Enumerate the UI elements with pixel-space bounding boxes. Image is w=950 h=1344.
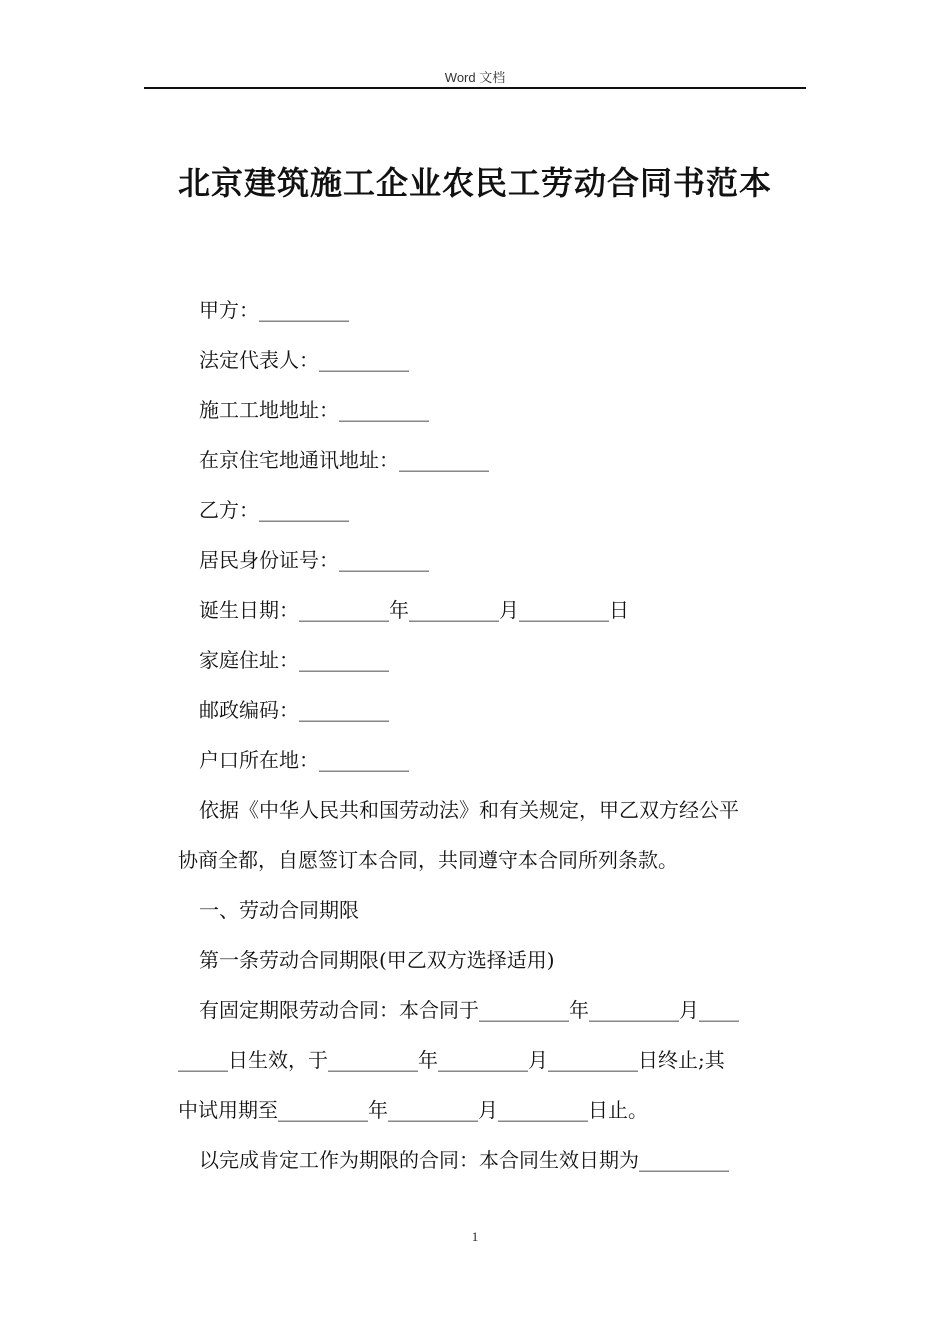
page-number: 1: [471, 1229, 479, 1244]
fixed-term-line-3: 中试用期至_________年_________月_________日止。: [178, 1098, 648, 1122]
postal-code-line: 邮政编码：_________: [199, 698, 389, 722]
id-number-line: 居民身份证号：_________: [199, 548, 429, 572]
page-header: Word 文档: [444, 70, 506, 85]
home-address-line: 家庭住址：_________: [199, 648, 389, 672]
section-heading: 一、劳动合同期限: [199, 898, 359, 922]
preamble-line-1: 依据《中华人民共和国劳动法》和有关规定，甲乙双方经公平: [199, 798, 739, 822]
birth-date-line: 诞生日期：_________年_________月_________日: [199, 598, 629, 622]
task-term-line: 以完成肯定工作为期限的合同：本合同生效日期为_________: [199, 1148, 729, 1172]
party-b-line: 乙方：_________: [199, 498, 349, 522]
fixed-term-line-2: _____日生效，于_________年_________月_________日终止;其: [178, 1048, 725, 1072]
article-one-heading: 第一条劳动合同期限(甲乙双方选择适用): [199, 948, 555, 972]
header-divider: [144, 87, 806, 89]
legal-representative-line: 法定代表人：_________: [199, 348, 409, 372]
site-address-line: 施工工地地址：_________: [199, 398, 429, 422]
preamble-line-2: 协商全都，自愿签订本合同，共同遵守本合同所列条款。: [178, 848, 678, 872]
beijing-address-line: 在京住宅地通讯地址：_________: [199, 448, 489, 472]
document-body: [178, 290, 803, 1190]
party-a-line: 甲方：_________: [199, 298, 349, 322]
household-registration-line: 户口所在地：_________: [199, 748, 409, 772]
fixed-term-line-1: 有固定期限劳动合同：本合同于_________年_________月____: [199, 998, 739, 1022]
document-title: 北京建筑施工企业农民工劳动合同书范本: [177, 164, 772, 202]
